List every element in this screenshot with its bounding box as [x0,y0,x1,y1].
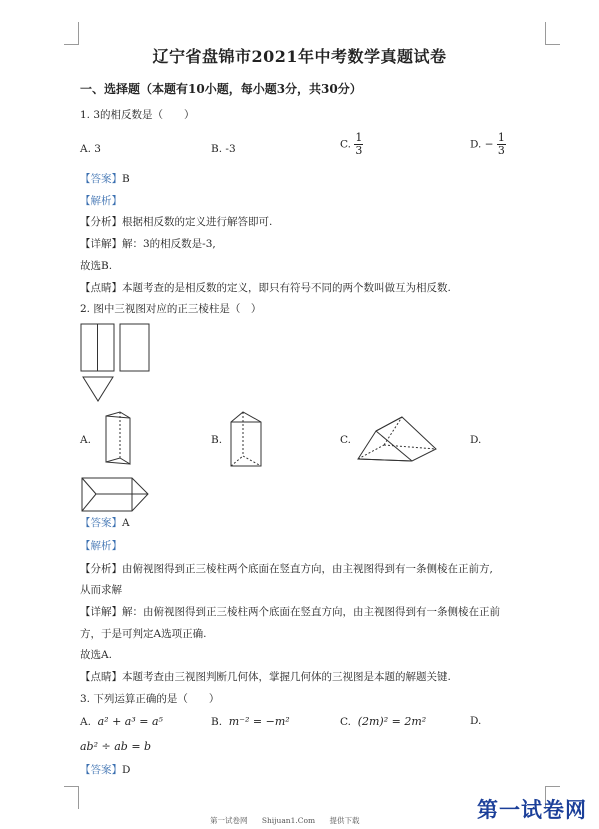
q2-dianjing: 【点睛】本题考查由三视图判断几何体，掌握几何体的三视图是本题的解题关键. [80,671,451,683]
q2-conclusion: 故选A. [80,649,112,661]
three-view-figure [80,323,152,403]
side-view [120,324,149,371]
q1-option-d: D. − $\frac{1}{3}$ [470,131,505,157]
q3-stem: 3. 下列运算正确的是（ ） [80,693,220,705]
crop-mark-bottom-left [64,786,79,809]
q3-option-a: A. a² + a³ = a⁵ [80,715,163,728]
q1-xiangjie: 【详解】解：3的相反数是-3, [80,238,216,250]
q1-analysis-tag: 【解析】 [80,195,122,207]
page-title: 辽宁省盘锦市2021年中考数学真题试卷 [152,47,447,66]
q3-answer: 【答案】D [80,764,131,776]
q3-option-b: B. m⁻² = −m² [211,715,290,728]
q1-stem: 1. 3的相反数是（ ） [80,109,195,121]
q1-option-a: A. 3 [80,143,101,155]
q2-option-a-label: A. [80,434,91,446]
q2-xiangjie: 【详解】解：由俯视图得到正三棱柱两个底面在竖直方向，由主视图得到有一条侧棱在正前 [80,606,500,618]
prism-option-d [80,476,150,514]
site-logo: 第一试卷网 [477,798,587,822]
fraction: $\frac{1}{3}$ [355,131,363,157]
q1-conclusion: 故选B. [80,260,113,272]
q3-option-d-label: D. [470,715,482,727]
prism-option-b [228,410,264,470]
q2-option-b-label: B. [211,434,223,446]
prism-option-a [98,410,134,470]
q1-option-b: B. -3 [211,143,236,155]
q1-option-c: C. $\frac{1}{3}$ [340,131,363,157]
q2-xiangjie-cont: 方，于是可判定A选项正确. [80,628,207,640]
q2-analysis-tag: 【解析】 [80,540,122,552]
crop-mark-top-right [545,22,560,45]
q2-option-c-label: C. [340,434,351,446]
footer-text: 第一试卷网 Shijuan1.Com 提供下载 [210,816,360,825]
crop-mark-top-left [64,22,79,45]
top-view [83,377,113,401]
fraction: $\frac{1}{3}$ [497,131,505,157]
q1-answer: 【答案】B [80,173,130,185]
q3-option-c: C. (2m)² = 2m² [340,715,427,728]
q2-stem: 2. 图中三视图对应的正三棱柱是（ ） [80,303,262,315]
q1-fenxi: 【分析】根据相反数的定义进行解答即可. [80,216,273,228]
q2-option-d-label: D. [470,434,482,446]
q2-answer: 【答案】A [80,517,130,529]
q1-dianjing: 【点睛】本题考查的是相反数的定义，即只有符号不同的两个数叫做互为相反数. [80,282,451,294]
q2-fenxi: 【分析】由俯视图得到正三棱柱两个底面在竖直方向，由主视图得到有一条侧棱在正前方, [80,563,493,575]
q2-fenxi-cont: 从而求解 [80,584,122,596]
prism-option-c [356,415,438,463]
section-heading: 一、选择题（本题有10小题，每小题3分，共30分） [80,82,362,96]
q3-option-d-expr: ab² ÷ ab = b [80,740,152,753]
